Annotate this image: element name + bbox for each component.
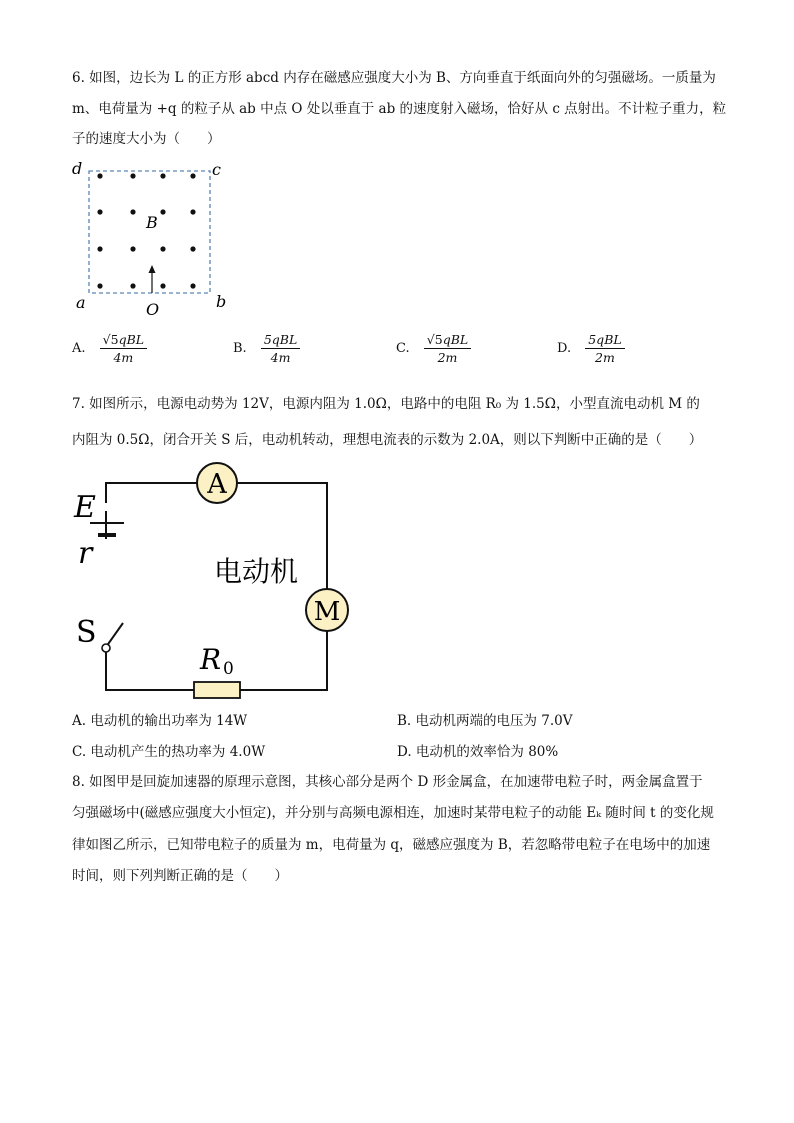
q6-option-b[interactable]: B. $\frac{\text{5qBL}}{4m}$ xyxy=(233,332,300,365)
q8-line-4: 时间，则下列判断正确的是（ ） xyxy=(72,868,288,884)
q7-option-b[interactable]: B. 电动机两端的电压为 7.0V xyxy=(397,713,573,729)
switch-blade xyxy=(106,623,123,647)
q7-line-1: 7. 如图所示，电源电动势为 12V，电源内阻为 1.0Ω，电路中的电阻 R₀ 为 1.5Ω，小型直流电动机 M 的 xyxy=(72,396,700,412)
motor-text-label: 电动机 xyxy=(214,556,299,587)
emf-E-label: E xyxy=(74,490,96,525)
q6-option-c[interactable]: C. $\frac{\text{√5qBL}}{2m}$ xyxy=(396,332,471,365)
ammeter-label: A xyxy=(207,469,227,500)
q8-line-1: 8. 如图甲是回旋加速器的原理示意图，其核心部分是两个 D 形金属盒，在加速带电粒子时，两金属盒置于 xyxy=(72,774,703,790)
q6-line-3: 子的速度大小为（ ） xyxy=(72,131,221,147)
corner-b-label: b xyxy=(216,292,227,311)
switch-S-label: S xyxy=(76,615,97,650)
internal-r-label: r xyxy=(78,536,93,571)
field-B-label: B xyxy=(146,213,158,232)
q6-line-1: 6. 如图，边长为 L 的正方形 abcd 内存在磁感应强度大小为 B、方向垂直于纸面向外的匀强磁场。一质量为 xyxy=(72,70,716,86)
resistor-R0-symbol xyxy=(194,682,240,698)
q7-circuit-diagram xyxy=(60,455,360,705)
q7-line-2: 内阻为 0.5Ω，闭合开关 S 后，电动机转动，理想电流表的示数为 2.0A，则以下判断中正确的是（ ） xyxy=(72,432,703,448)
q6-magnetic-field-figure xyxy=(60,152,250,324)
q7-option-c[interactable]: C. 电动机产生的热功率为 4.0W xyxy=(72,744,266,760)
switch-pivot xyxy=(102,644,110,652)
corner-c-label: c xyxy=(212,160,221,179)
q6-option-d[interactable]: D. $\frac{\text{5qBL}}{2m}$ xyxy=(557,332,625,365)
corner-a-label: a xyxy=(76,293,86,312)
motor-label: M xyxy=(313,597,341,627)
resistor-subscript-label: 0 xyxy=(223,659,234,679)
q8-line-3: 律如图乙所示，已知带电粒子的质量为 m，电荷量为 q，磁感应强度为 B，若忽略带电粒子在电场中的加速 xyxy=(72,837,711,853)
q8-line-2: 匀强磁场中(磁感应强度大小恒定)，并分别与高频电源相连，加速时某带电粒子的动能 Eₖ 随时间 t 的变化规 xyxy=(72,805,714,821)
q6-option-a[interactable]: A. $\frac{\text{√5qBL}}{4m}$ xyxy=(72,332,147,365)
q7-option-a[interactable]: A. 电动机的输出功率为 14W xyxy=(72,713,248,729)
corner-d-label: d xyxy=(72,159,83,178)
square-field-boundary xyxy=(89,171,210,293)
resistor-R-label: R xyxy=(200,643,222,676)
q6-line-2: m、电荷量为 +q 的粒子从 ab 中点 O 处以垂直于 ab 的速度射入磁场，恰好从 c 点射出。不计粒子重力，粒 xyxy=(72,101,727,117)
velocity-arrow-head xyxy=(149,265,156,273)
q7-option-d[interactable]: D. 电动机的效率恰为 80% xyxy=(397,744,559,760)
origin-O-label: O xyxy=(146,300,160,319)
